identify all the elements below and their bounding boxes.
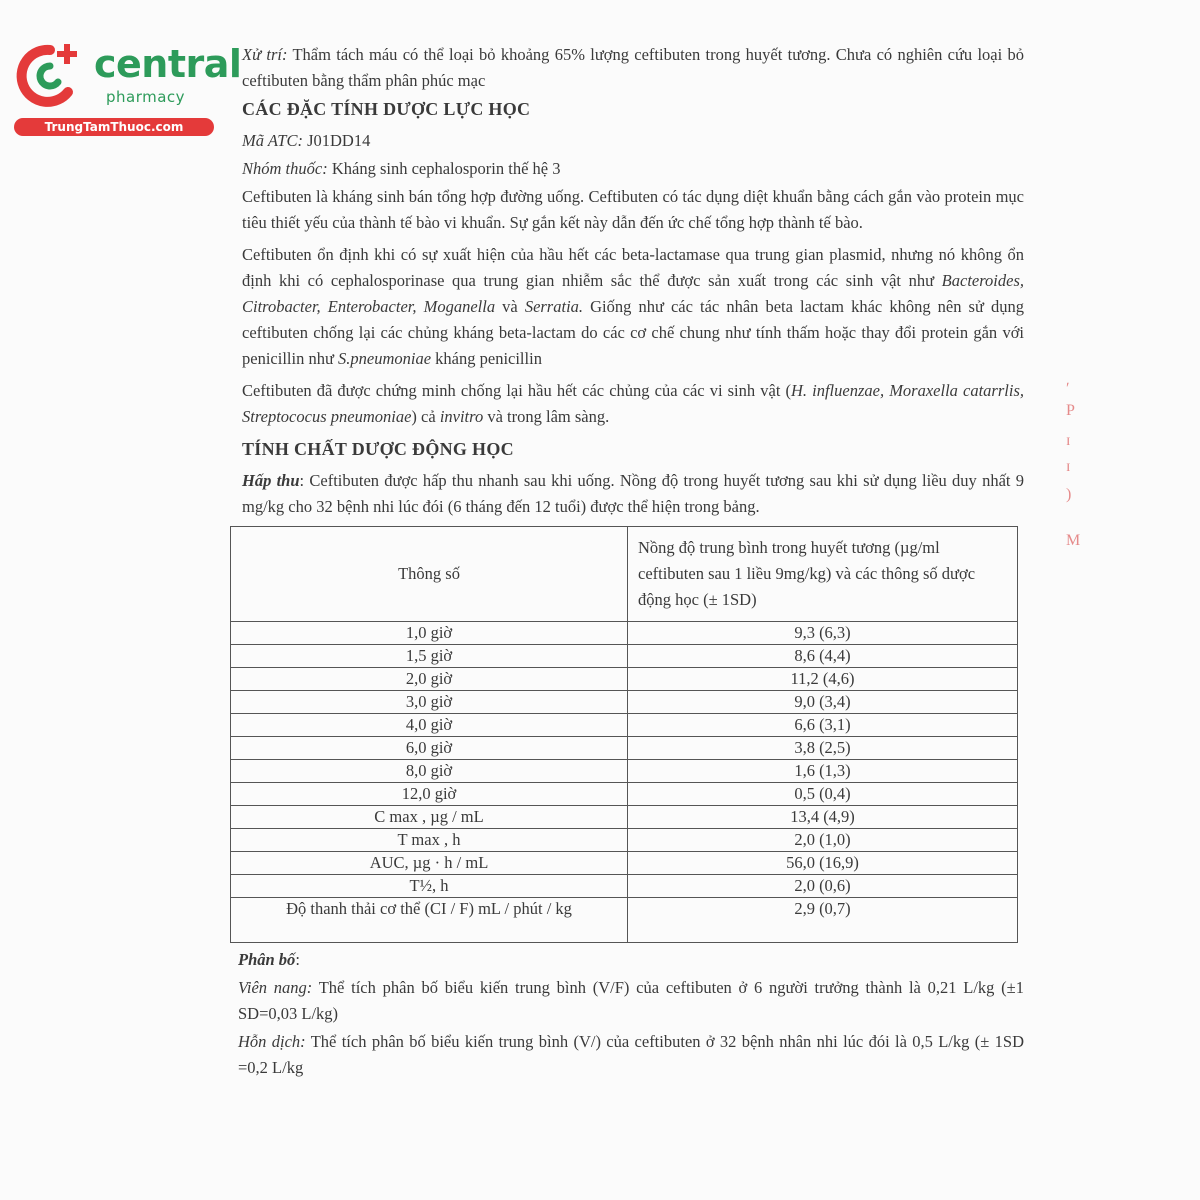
- activity-text-2: ) cả: [411, 407, 440, 426]
- parameter-cell: Độ thanh thải cơ thể (CI / F) mL / phút / kg: [231, 898, 628, 943]
- value-cell: 2,9 (0,7): [628, 898, 1018, 943]
- logo-website: TrungTamThuoc.com: [14, 118, 214, 136]
- organisms-list: Bacteroides, Citrobacter, Enterobacter, Moganella: [242, 271, 1024, 316]
- treatment-text: Thẩm tách máu có thể loại bỏ khoảng 65% lượng ceftibuten trong huyết tương. Chưa có nghiên cứu loại bỏ ceftibuten bằng thẩm phân phúc mạc: [242, 45, 1025, 90]
- value-cell: 13,4 (4,9): [628, 806, 1018, 829]
- distribution-colon: :: [295, 950, 300, 969]
- table-body: [231, 622, 1018, 943]
- parameter-cell: T½, h: [231, 875, 628, 898]
- value-cell: 1,6 (1,3): [628, 760, 1018, 783]
- table-row: [231, 714, 1018, 737]
- parameter-cell: AUC, µg · h / mL: [231, 852, 628, 875]
- invitro-term: invitro: [439, 407, 484, 426]
- table-row: [231, 737, 1018, 760]
- atc-code: [242, 128, 1024, 154]
- parameter-cell: C max , µg / mL: [231, 806, 628, 829]
- pharmacokinetics-heading: TÍNH CHẤT DƯỢC ĐỘNG HỌC: [242, 439, 514, 459]
- stability-text-3: Giống như các tác nhân beta lactam khác không nên sử dụng ceftibuten chống lại các chủng kháng beta-lactam do các cơ chế chung như tính thấm hoặc thay đổi protein gắn với penicillin như: [242, 297, 1024, 368]
- table-header-row: [231, 527, 1018, 622]
- organism-spneumoniae: S.pneumoniae: [338, 349, 432, 368]
- table-row: [231, 645, 1018, 668]
- logo-brand: central: [94, 42, 242, 86]
- stability-text-4: kháng penicillin: [431, 349, 542, 368]
- atc-value: J01DD14: [302, 131, 371, 150]
- table-row: [231, 760, 1018, 783]
- table-row: [231, 691, 1018, 714]
- value-cell: 9,3 (6,3): [628, 622, 1018, 645]
- logo-subtitle: pharmacy: [106, 88, 186, 106]
- absorption-text: : Ceftibuten được hấp thu nhanh sau khi uống. Nồng độ trong huyết tương sau khi sử dụng liều duy nhất 9 mg/kg cho 32 bệnh nhi lúc đói (6 tháng đến 12 tuổi) được thể hiện trong bảng.: [242, 471, 1024, 516]
- distribution-heading: [238, 947, 1024, 973]
- pharmacodynamics-heading: CÁC ĐẶC TÍNH DƯỢC LỰC HỌC: [242, 99, 531, 119]
- parameter-cell: T max , h: [231, 829, 628, 852]
- suspension-label: Hỗn dịch:: [238, 1032, 306, 1051]
- stability-paragraph: [242, 242, 1024, 372]
- value-cell: 8,6 (4,4): [628, 645, 1018, 668]
- activity-paragraph: [242, 378, 1024, 430]
- parameter-cell: 12,0 giờ: [231, 783, 628, 806]
- capsule-paragraph: [238, 975, 1024, 1027]
- drug-group: [242, 156, 1024, 182]
- absorption-label: Hấp thu: [242, 471, 300, 490]
- value-cell: 0,5 (0,4): [628, 783, 1018, 806]
- table-row: [231, 829, 1018, 852]
- table-row: [231, 806, 1018, 829]
- pharmacy-cross-icon: [10, 38, 90, 108]
- stability-text-2: và: [495, 297, 525, 316]
- column-header-concentration: Nồng độ trung bình trong huyết tương (µg/ml ceftibuten sau 1 liều 9mg/kg) và các thông số dược động học (± 1SD): [628, 527, 1018, 622]
- central-pharmacy-logo: [10, 38, 242, 138]
- table-row: [231, 783, 1018, 806]
- parameter-cell: 3,0 giờ: [231, 691, 628, 714]
- value-cell: 2,0 (1,0): [628, 829, 1018, 852]
- suspension-paragraph: [238, 1029, 1024, 1081]
- microorganisms-list: H. influenzae, Moraxella catarrlis, Streptococus pneumoniae: [242, 381, 1024, 426]
- activity-text-1: Ceftibuten đã được chứng minh chống lại hầu hết các chủng của các vi sinh vật (: [242, 381, 791, 400]
- parameter-cell: 6,0 giờ: [231, 737, 628, 760]
- table-row: [231, 875, 1018, 898]
- column-header-parameter: Thông số: [231, 527, 628, 622]
- overdose-treatment: [242, 42, 1024, 94]
- value-cell: 56,0 (16,9): [628, 852, 1018, 875]
- drug-group-label: Nhóm thuốc:: [242, 159, 328, 178]
- suspension-text: Thể tích phân bố biểu kiến trung bình (V/) của ceftibuten ở 32 bệnh nhân nhi lúc đói là 0,5 L/kg (± 1SD =0,2 L/kg: [238, 1032, 1024, 1077]
- value-cell: 11,2 (4,6): [628, 668, 1018, 691]
- document-body: [238, 42, 1025, 1083]
- parameter-cell: 4,0 giờ: [231, 714, 628, 737]
- parameter-cell: 2,0 giờ: [231, 668, 628, 691]
- capsule-label: Viên nang:: [238, 978, 313, 997]
- parameter-cell: 1,0 giờ: [231, 622, 628, 645]
- value-cell: 3,8 (2,5): [628, 737, 1018, 760]
- organism-serratia: Serratia.: [524, 297, 584, 316]
- value-cell: 2,0 (0,6): [628, 875, 1018, 898]
- absorption-paragraph: [242, 468, 1024, 520]
- drug-group-value: Kháng sinh cephalosporin thế hệ 3: [327, 159, 561, 178]
- atc-label: Mã ATC:: [242, 131, 303, 150]
- table-row: [231, 622, 1018, 645]
- table-row: [231, 668, 1018, 691]
- activity-text-3: và trong lâm sàng.: [483, 407, 610, 426]
- parameter-cell: 1,5 giờ: [231, 645, 628, 668]
- value-cell: 9,0 (3,4): [628, 691, 1018, 714]
- table-row: [231, 898, 1018, 943]
- pharmacokinetics-table: [230, 526, 1018, 943]
- value-cell: 6,6 (3,1): [628, 714, 1018, 737]
- stamp-edge-marks: ʹ P ɪ ɪ ) M: [1066, 380, 1081, 549]
- capsule-text: Thể tích phân bố biểu kiến trung bình (V/F) của ceftibuten ở 6 người trưởng thành là 0,21 L/kg (±1 SD=0,03 L/kg): [238, 978, 1024, 1023]
- table-row: [231, 852, 1018, 875]
- parameter-cell: 8,0 giờ: [231, 760, 628, 783]
- stability-text-1: Ceftibuten ổn định khi có sự xuất hiện của hầu hết các beta-lactamase qua trung gian plasmid, nhưng nó không ổn định khi có cephalosporinase qua trung gian nhiễm sắc thể được sản xuất trong các sinh vật như: [242, 245, 1024, 290]
- mechanism-paragraph: Ceftibuten là kháng sinh bán tổng hợp đường uống. Ceftibuten có tác dụng diệt khuẩn bằng cách gắn vào protein mục tiêu thiết yếu của thành tế bào vi khuẩn. Sự gắn kết này dẫn đến ức chế tổng hợp thành tế bào.: [242, 187, 1024, 232]
- distribution-label: Phân bố: [238, 950, 296, 969]
- treatment-label: Xử trí:: [242, 45, 288, 64]
